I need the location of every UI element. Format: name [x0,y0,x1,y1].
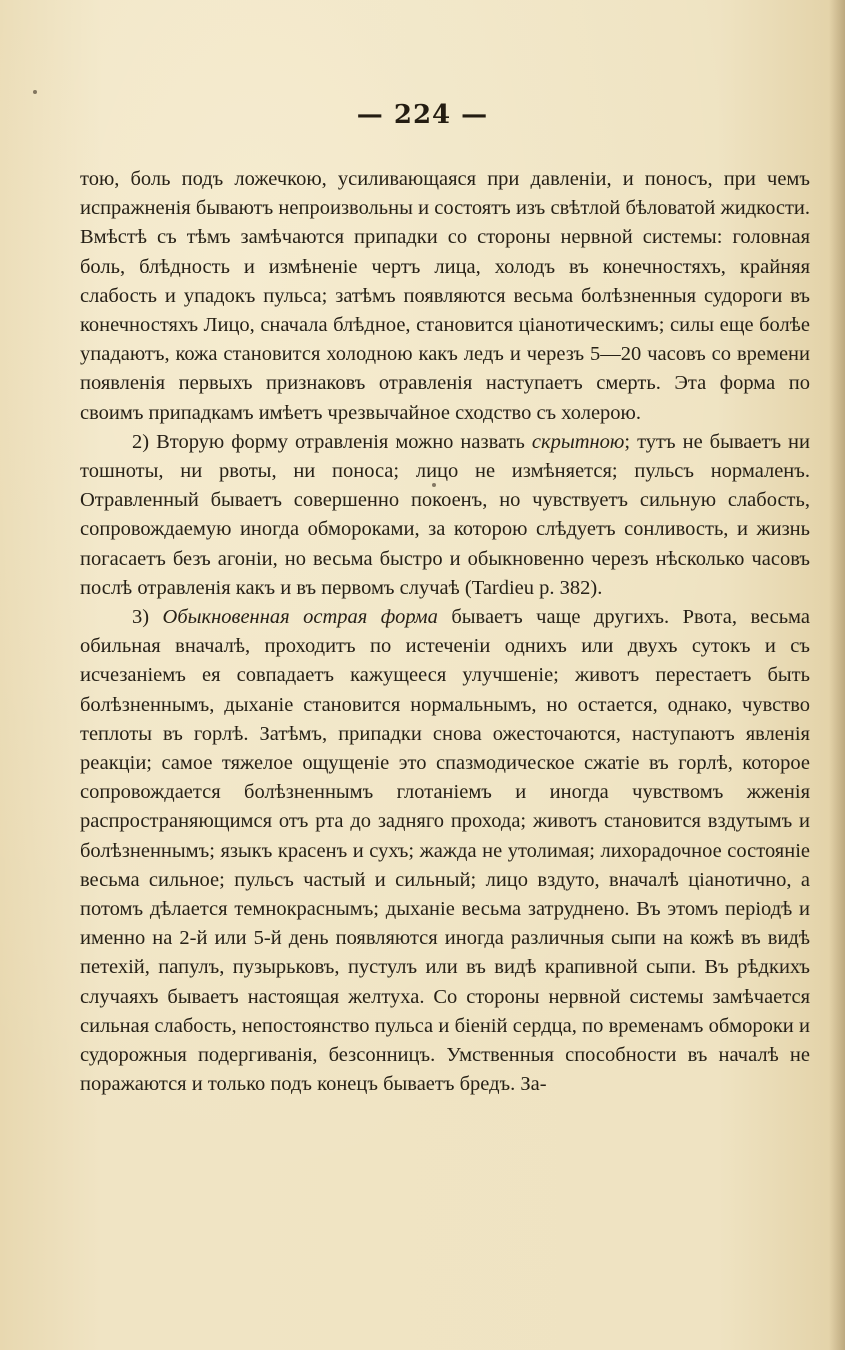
page-edge-shadow [829,0,845,1350]
ink-speck [33,90,37,94]
paragraph-3-text: бываетъ чаще другихъ. Рвота, весьма обильная вначалѣ, проходитъ по истеченіи однихъ или двухъ сутокъ и съ исчезаніемъ ея совпадаетъ кажущееся улучшеніе; животъ перестаетъ быть болѣзненнымъ, дыханіе становится нормальнымъ, но остается, однако, чувство теплоты въ горлѣ. Затѣмъ, припадки снова ожесточаются, наступаютъ явленія реакціи; самое тяжелое ощущеніе это спазмодическое сжатіе въ горлѣ, которое сопровождается болѣзненнымъ глотаніемъ и иногда чувствомъ жженія распространяющимся отъ рта до задняго прохода; животъ становится вздутымъ и болѣзненнымъ; языкъ красенъ и сухъ; жажда не утолимая; лихорадочное состояніе весьма сильное; пульсъ частый и сильный; лицо вздуто, вначалѣ ціанотично, а потомъ дѣлается темнокраснымъ; дыханіе весьма затруднено. Въ этомъ періодѣ и именно на 2-й или 5-й день появляются иногда различныя сыпи на кожѣ въ видѣ петехій, папулъ, пузырьковъ, пустулъ или въ видѣ крапивной сыпи. Въ рѣдкихъ случаяхъ бываетъ настоящая желтуха. Со стороны нервной системы замѣчается сильная слабость, непостоянство пульса и біеній сердца, по временамъ обмороки и судорожныя подергиванія, безсонницъ. Умственныя способности въ началѣ не поражаются и только подъ конецъ бываетъ бредъ. За- [80,606,810,1096]
paragraph-2-lead: 2) Вторую форму отравленія можно назвать [132,430,532,453]
paragraph-1 [80,165,810,428]
paragraph-1-text: тою, боль подъ ложечкою, усиливающаяся при давленіи, и поносъ, при чемъ испражненія бываютъ непроизвольны и состоятъ изъ свѣтлой бѣловатой жидкости. Вмѣстѣ съ тѣмъ замѣчаются припадки со стороны нервной системы: головная боль, блѣдность и измѣненіе чертъ лица, холодъ въ конечностяхъ, крайняя слабость и упадокъ пульса; затѣмъ появляются весьма болѣзненныя судороги въ конечностяхъ Лицо, сначала блѣдное, становится ціанотическимъ; силы еще болѣе упадаютъ, кожа становится холодною какъ ледъ и черезъ 5—20 часовъ со времени появленія первыхъ признаковъ отравленія наступаетъ смерть. Эта форма по своимъ припадкамъ имѣетъ чрезвычайное сходство съ холерою. [80,168,810,424]
term-acute-form: Обыкновенная острая форма [162,606,438,629]
body-text [80,165,810,1100]
term-hidden-form: скрытною [531,430,625,453]
paragraph-3-lead: 3) [132,606,163,629]
paragraph-3 [80,603,810,1099]
paragraph-2 [80,428,810,603]
paragraph-2-text: ; тутъ не бываетъ ни тошноты, ни рвоты, ни поноса; лицо не измѣняется; пульсъ нормаленъ. Отравленный бываетъ совершенно покоенъ, но чувствуетъ сильную слабость, сопровождаемую иногда обмороками, за которою слѣдуетъ сонливость, и жизнь погасаетъ безъ агоніи, но весьма быстро и обыкновенно черезъ нѣсколько часовъ послѣ отравленія какъ и въ первомъ случаѣ (Tardieu p. 382). [80,430,810,599]
page-number: — 224 — [356,100,489,130]
